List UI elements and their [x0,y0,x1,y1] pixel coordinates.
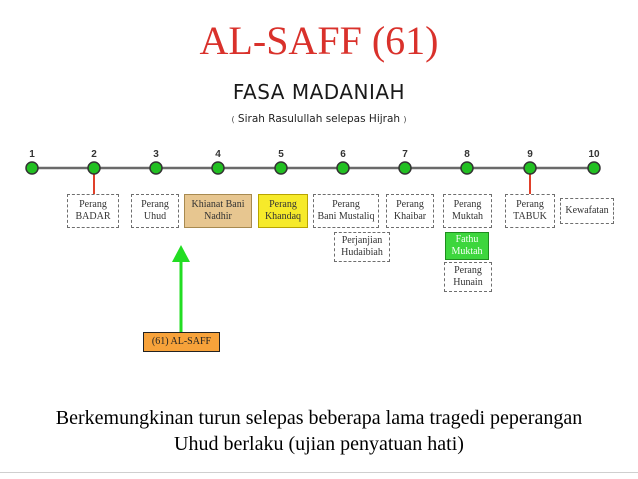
tick-label-7: 7 [402,149,408,160]
timeline-node-10 [588,162,600,174]
tick-label-4: 4 [215,149,221,160]
event-perjanjian-hudaibiah [334,232,390,262]
title-main: AL-SAFF [199,18,362,63]
timeline-node-3 [150,162,162,174]
tick-label-2: 2 [91,149,97,160]
timeline-node-2 [88,162,100,174]
event-fathu-muktah [445,232,489,260]
event-line-2: Hunain [453,277,483,288]
event-line-2: Khaibar [393,211,427,222]
event-perang-muktah [443,194,492,228]
event-perang-khandaq [258,194,308,228]
event-khianat-bani-nadhir [184,194,252,228]
caption-line-2: Uhud berlaku (ujian penyatuan hati) [174,433,464,455]
surah-arrow-head [172,245,190,262]
note-text: Sirah Rasulullah selepas Hijrah [237,113,401,125]
event-perang-tabuk [505,194,555,228]
event-line-2: Muktah [451,246,483,257]
event-line-2: Khandaq [264,211,302,222]
tick-label-8: 8 [464,149,470,160]
event-kewafatan [560,198,614,224]
tick-label-3: 3 [153,149,159,160]
event-perang-hunain [444,262,492,292]
event-line-2: Uhud [143,211,167,222]
event-line-2: Nadhir [204,211,232,222]
event-line-1: Kewafatan [565,205,609,216]
caption-line-1: Berkemungkinan turun selepas beberapa lama tragedi peperangan [55,407,583,429]
event-line-2: Bani Mustaliq [317,211,375,222]
event-line-1: Perang [516,199,544,210]
event-line-2: Hudaibiah [341,247,383,258]
event-perang-badar [67,194,119,228]
tick-label-1: 1 [29,149,35,160]
caption [0,405,638,457]
timeline-node-6 [337,162,349,174]
event-perang-uhud [131,194,179,228]
event-line-1: Perang [396,199,424,210]
event-line-2: TABUK [513,211,547,222]
timeline-node-9 [524,162,536,174]
timeline-node-4 [212,162,224,174]
timeline-node-1 [26,162,38,174]
event-line-1: Perang [79,199,107,210]
event-line-1: Perang [454,265,482,276]
title-number: (61) [371,18,439,63]
tick-label-10: 10 [588,149,600,160]
event-line-1: Khianat Bani [191,199,245,210]
event-line-1: Perang [141,199,169,210]
event-line-2: BADAR [75,211,111,222]
event-line-2: Muktah [451,211,484,222]
note-open-paren: ( [231,115,235,124]
event-line-1: Perang [453,199,482,210]
timeline-node-5 [275,162,287,174]
event-line-1: Perang [332,199,360,210]
tick-label-5: 5 [278,149,284,160]
surah-al-saff-label [143,332,220,352]
timeline-tick-labels [29,149,600,160]
event-line-1: Perjanjian [341,235,383,246]
surah-label-text: (61) AL-SAFF [151,336,212,347]
event-perang-khaibar [386,194,434,228]
tick-label-6: 6 [340,149,346,160]
tick-label-9: 9 [527,149,533,160]
event-line-1: Fathu [455,234,479,245]
timeline-node-8 [461,162,473,174]
phase-subtitle: FASA MADANIAH [232,80,406,104]
note-close-paren: ) [403,115,407,124]
bottom-divider [0,472,638,473]
event-perang-bani-mustaliq [313,194,379,228]
event-line-1: Perang [269,199,297,210]
timeline-node-7 [399,162,411,174]
